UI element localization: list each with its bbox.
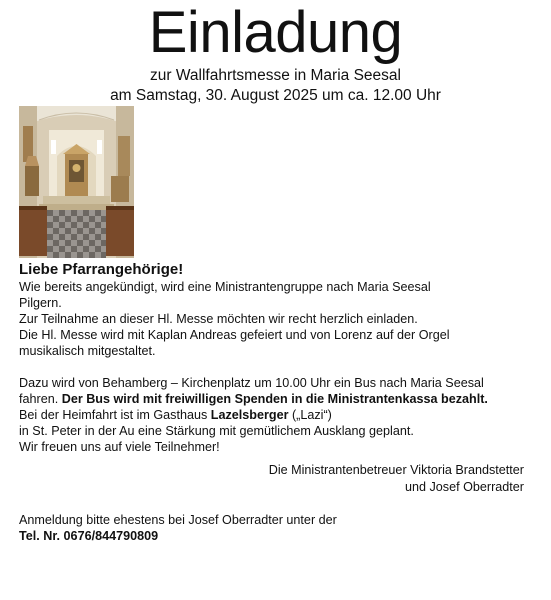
body-line: Pilgern. — [19, 296, 62, 310]
phone-number: Tel. Nr. 0676/844790809 — [19, 529, 159, 543]
registration-phone — [19, 528, 539, 544]
bus-payment-note: Der Bus wird mit freiwilligen Spenden in die Ministrantenkassa bezahlt. — [61, 392, 488, 406]
body-line: Zur Teilnahme an dieser Hl. Messe möchten wir recht herzlich einladen. — [19, 312, 418, 326]
inn-nickname: („Lazi“) — [288, 408, 332, 422]
body-line-bus — [19, 391, 539, 407]
church-interior-photo — [19, 106, 134, 258]
body-line: Dazu wird von Behamberg – Kirchenplatz um 10.00 Uhr ein Bus nach Maria Seesal — [19, 376, 484, 390]
page-title: Einladung — [148, 0, 403, 65]
body-line-inn — [19, 407, 539, 423]
signature-line: Die Ministrantenbetreuer Viktoria Brandstetter — [268, 463, 524, 477]
paragraph-gap — [19, 359, 539, 375]
body-line: musikalisch mitgestaltet. — [19, 344, 156, 358]
inn-text: Bei der Heimfahrt ist im Gasthaus — [19, 408, 211, 422]
registration-text: Anmeldung bitte ehestens bei Josef Oberradter unter der — [19, 513, 337, 527]
invitation-body — [19, 260, 539, 455]
bus-text: fahren. — [19, 392, 62, 406]
subtitle-date: am Samstag, 30. August 2025 um ca. 12.00 Uhr — [110, 87, 441, 104]
subtitle-event: zur Wallfahrtsmesse in Maria Seesal — [150, 67, 401, 84]
signature-block — [269, 462, 524, 496]
body-line: Wir freuen uns auf viele Teilnehmer! — [19, 440, 220, 454]
greeting: Liebe Pfarrangehörige! — [19, 261, 184, 278]
registration-block — [19, 512, 539, 544]
signature-line: und Josef Oberradter — [404, 480, 524, 494]
inn-name: Lazelsberger — [210, 408, 289, 422]
body-line: Wie bereits angekündigt, wird eine Ministrantengruppe nach Maria Seesal — [19, 280, 431, 294]
body-line: Die Hl. Messe wird mit Kaplan Andreas gefeiert und von Lorenz auf der Orgel — [19, 328, 450, 342]
body-line: in St. Peter in der Au eine Stärkung mit gemütlichem Ausklang geplant. — [19, 424, 414, 438]
